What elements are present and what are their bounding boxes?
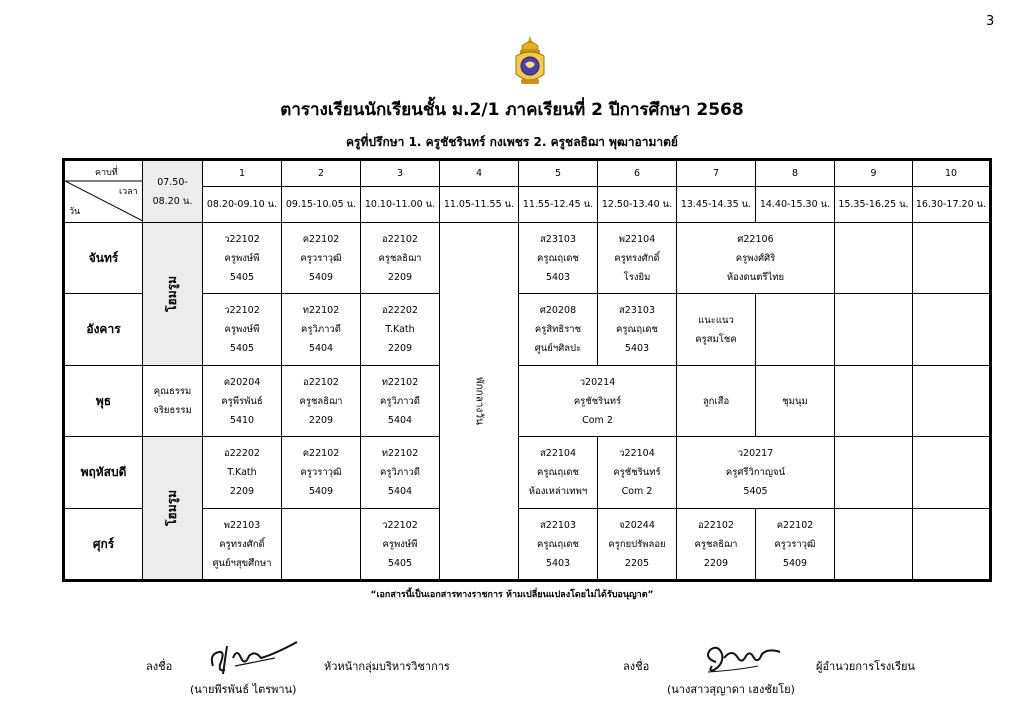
room: 5404 — [387, 486, 413, 497]
course-code: อ22102 — [382, 233, 418, 245]
course-code: ส22103 — [539, 519, 577, 531]
period-number: 10 — [913, 161, 989, 187]
teacher: ครูณฤเดช — [537, 467, 579, 478]
course-code: ส22104 — [539, 448, 577, 459]
empty-cell — [835, 366, 913, 437]
day-label: วัน — [69, 207, 81, 217]
empty-cell — [913, 366, 989, 437]
room: 2209 — [387, 271, 413, 283]
empty-cell — [913, 294, 989, 366]
period-time: 09.15-10.05 น. — [282, 187, 361, 223]
course-code: ท22102 — [381, 448, 419, 459]
sign-label-left: ลงชื่อ — [146, 660, 173, 673]
activity-cell: ลูกเสือ — [677, 366, 756, 437]
class-cell — [203, 366, 282, 437]
room: Com 2 — [582, 414, 613, 426]
course-code: พ22104 — [618, 233, 656, 245]
room: ห้องเหล่าเทพฯ — [528, 486, 588, 497]
room: 2209 — [229, 486, 255, 497]
period-time: 08.20-09.10 น. — [203, 187, 282, 223]
homeroom-label: โฮมรูม — [165, 275, 179, 313]
school-emblem-icon — [510, 34, 550, 90]
class-cell — [756, 509, 835, 579]
class-cell — [519, 294, 598, 366]
class-cell — [361, 294, 440, 366]
empty-cell — [756, 294, 835, 366]
course-code: จ20244 — [619, 519, 655, 531]
room: 5409 — [308, 271, 334, 283]
class-cell — [677, 294, 756, 366]
room: 2205 — [624, 557, 650, 569]
period-number: 2 — [282, 161, 361, 187]
name-right: (นางสาวสุญาดา เฮงชัยโย) — [667, 683, 795, 696]
page-number: 3 — [986, 14, 995, 29]
class-cell — [203, 509, 282, 579]
period-label: คาบที่ — [95, 168, 118, 178]
room: 5403 — [545, 271, 571, 283]
room: 5404 — [387, 414, 413, 426]
room: ศูนย์ฯสุขศึกษา — [212, 557, 272, 569]
period-number: 5 — [519, 161, 598, 187]
teacher: ครูวราวุฒิ — [300, 467, 342, 478]
period-number: 7 — [677, 161, 756, 187]
class-cell — [519, 509, 598, 579]
course-code: แนะแนว — [698, 314, 734, 326]
class-cell — [203, 294, 282, 366]
teacher: ครูชลธิฌา — [299, 395, 343, 407]
course-code: ว22102 — [224, 233, 260, 245]
course-code: อ22202 — [224, 448, 260, 459]
class-cell — [361, 509, 440, 579]
empty-cell — [835, 294, 913, 366]
teacher: ครูชัชรินทร์ — [613, 467, 661, 478]
homeroom-time-header — [143, 161, 203, 223]
course-code: ส23103 — [539, 233, 577, 245]
course-code: ค22102 — [302, 448, 340, 459]
cell-line: คุณธรรม — [153, 386, 192, 397]
room: 5409 — [308, 486, 334, 497]
class-cell — [598, 509, 677, 579]
period-time: 11.05-11.55 น. — [440, 187, 519, 223]
room: 5405 — [229, 343, 255, 354]
period-time: 16.30-17.20 น. — [913, 187, 989, 223]
empty-cell — [835, 509, 913, 579]
room: 5403 — [545, 557, 571, 569]
course-code: ว20214 — [579, 376, 616, 388]
signature-left-icon — [205, 636, 305, 678]
teacher: T.Kath — [385, 324, 415, 335]
class-cell — [519, 437, 598, 509]
course-code: ค22102 — [302, 233, 340, 245]
day-friday: ศุกร์ — [65, 509, 143, 579]
page-title: ตารางเรียนนักเรียนชั้น ม.2/1 ภาคเรียนที่ 2 ปีการศึกษา 2568 — [280, 100, 744, 120]
class-cell — [598, 437, 677, 509]
teacher: ครูวราวุฒิ — [300, 252, 342, 264]
period-time: 13.45-14.35 น. — [677, 187, 756, 223]
empty-cell — [282, 509, 361, 579]
official-notice: “เอกสารนี้เป็นเอกสารทางราชการ ห้ามเปลี่ยนแปลงโดยไม่ได้รับอนุญาต” — [370, 590, 654, 600]
teacher: ครูณฤเดช — [537, 252, 579, 264]
class-cell — [203, 437, 282, 509]
homeroom-time-end: 08.20 น. — [152, 195, 193, 207]
day-wednesday: พุธ — [65, 366, 143, 437]
period-time: 10.10-11.00 น. — [361, 187, 440, 223]
teacher: ครูกยปรัพลอย — [608, 538, 666, 550]
course-code: อ22102 — [303, 376, 339, 388]
teacher: ครูพงษ์พี — [382, 538, 418, 550]
course-code: ว22102 — [382, 519, 418, 531]
lunch-break — [440, 223, 519, 579]
advisors-line: ครูที่ปรึกษา 1. ครูชัชรินทร์ กงเพชร 2. ครูชลธิฌา พุฒาอามาตย์ — [346, 135, 678, 149]
course-code: ส23103 — [618, 305, 656, 316]
teacher: ครูณฤเดช — [616, 324, 658, 335]
course-code: ศ22106 — [737, 233, 774, 245]
class-cell — [519, 223, 598, 294]
period-number: 4 — [440, 161, 519, 187]
name-left: (นายพีรพันธ์ ไตรพาน) — [190, 683, 297, 696]
day-thursday: พฤหัสบดี — [65, 437, 143, 509]
class-cell — [203, 223, 282, 294]
empty-cell — [913, 437, 989, 509]
teacher: ครูพีรพันธ์ — [221, 395, 263, 407]
homeroom-time-start: 07.50- — [157, 176, 188, 188]
class-cell — [598, 294, 677, 366]
room: 5405 — [387, 557, 413, 569]
room: 5405 — [743, 486, 768, 497]
room: 5409 — [782, 557, 808, 569]
teacher: ครูศรีวิกาญจน์ — [725, 467, 786, 478]
sign-label-right: ลงชื่อ — [623, 660, 650, 673]
course-code: ว22102 — [224, 305, 260, 316]
course-code: พ22103 — [223, 519, 261, 531]
teacher: ครูวราวุฒิ — [774, 538, 816, 550]
cell-line: จริยธรรม — [153, 405, 192, 416]
room: ห้องดนตรีไทย — [726, 271, 785, 283]
role-right: ผู้อำนวยการโรงเรียน — [816, 660, 915, 673]
period-time: 15.35-16.25 น. — [835, 187, 913, 223]
day-tuesday: อังคาร — [65, 294, 143, 366]
teacher: ครูทรงศักดิ์ — [614, 252, 660, 264]
empty-cell — [913, 223, 989, 294]
signature-right-icon — [698, 640, 788, 676]
teacher: ครูวิภาวดี — [380, 467, 420, 478]
course-code: ค20204 — [223, 376, 261, 388]
room: 5403 — [624, 343, 650, 354]
period-number: 1 — [203, 161, 282, 187]
class-cell — [282, 437, 361, 509]
room: 5404 — [308, 343, 334, 354]
course-code: อ22202 — [382, 305, 418, 316]
empty-cell — [913, 509, 989, 579]
class-cell — [677, 509, 756, 579]
room: 5410 — [229, 414, 255, 426]
teacher: ครูพงษ์พี — [224, 324, 260, 335]
teacher: ครูสมโชค — [695, 333, 737, 345]
class-cell — [282, 294, 361, 366]
role-left: หัวหน้ากลุ่มบริหารวิชาการ — [324, 660, 450, 673]
empty-cell — [835, 223, 913, 294]
homeroom-thu-fri — [143, 437, 203, 579]
course-code: ค22102 — [776, 519, 814, 531]
time-label: เวลา — [119, 187, 138, 197]
course-code: ศ20208 — [539, 305, 577, 316]
teacher: ครูทรงศักดิ์ — [219, 538, 265, 550]
course-code: ว22104 — [619, 448, 655, 459]
period-time: 11.55-12.45 น. — [519, 187, 598, 223]
day-monday: จันทร์ — [65, 223, 143, 294]
class-cell — [677, 437, 835, 509]
class-cell — [361, 366, 440, 437]
period-number: 9 — [835, 161, 913, 187]
period-time: 12.50-13.40 น. — [598, 187, 677, 223]
activity-cell: ชุมนุม — [756, 366, 835, 437]
room: 2209 — [308, 414, 334, 426]
teacher: ครูสิทธิราช — [534, 324, 582, 335]
course-code: ว20217 — [737, 448, 774, 459]
timetable — [62, 158, 992, 582]
homeroom-mon-tue — [143, 223, 203, 366]
teacher: T.Kath — [227, 467, 257, 478]
period-number: 8 — [756, 161, 835, 187]
course-code: อ22102 — [698, 519, 734, 531]
course-code: ท22102 — [381, 376, 419, 388]
course-code: ท22102 — [302, 305, 340, 316]
teacher: ครูวิภาวดี — [380, 395, 420, 407]
lunch-label: พักกลางวัน — [473, 377, 485, 425]
corner-cell — [65, 161, 143, 223]
room: 2209 — [703, 557, 729, 569]
class-cell — [677, 223, 835, 294]
homeroom-label: โฮมรูม — [165, 489, 179, 527]
room: 2209 — [387, 343, 413, 354]
class-cell — [519, 366, 677, 437]
teacher: ครูชลธิฌา — [378, 252, 422, 264]
class-cell — [361, 223, 440, 294]
teacher: ครูณฤเดช — [537, 538, 579, 550]
teacher: ครูชัชรินทร์ — [573, 395, 622, 407]
room: 5405 — [229, 271, 255, 283]
class-cell — [361, 437, 440, 509]
class-cell — [598, 223, 677, 294]
room: Com 2 — [621, 486, 653, 497]
teacher: ครูชลธิฌา — [694, 538, 738, 550]
room: โรงยิม — [623, 271, 651, 283]
teacher: ครูพงษ์พี — [224, 252, 260, 264]
teacher: ครูพงศ์ศิริ — [735, 252, 776, 264]
room: ศูนย์ฯศิลปะ — [534, 343, 582, 354]
period-time: 14.40-15.30 น. — [756, 187, 835, 223]
teacher: ครูวิภาวดี — [301, 324, 341, 335]
period-number: 6 — [598, 161, 677, 187]
homeroom-wednesday — [143, 366, 203, 437]
class-cell — [282, 223, 361, 294]
class-cell — [282, 366, 361, 437]
empty-cell — [835, 437, 913, 509]
period-number: 3 — [361, 161, 440, 187]
